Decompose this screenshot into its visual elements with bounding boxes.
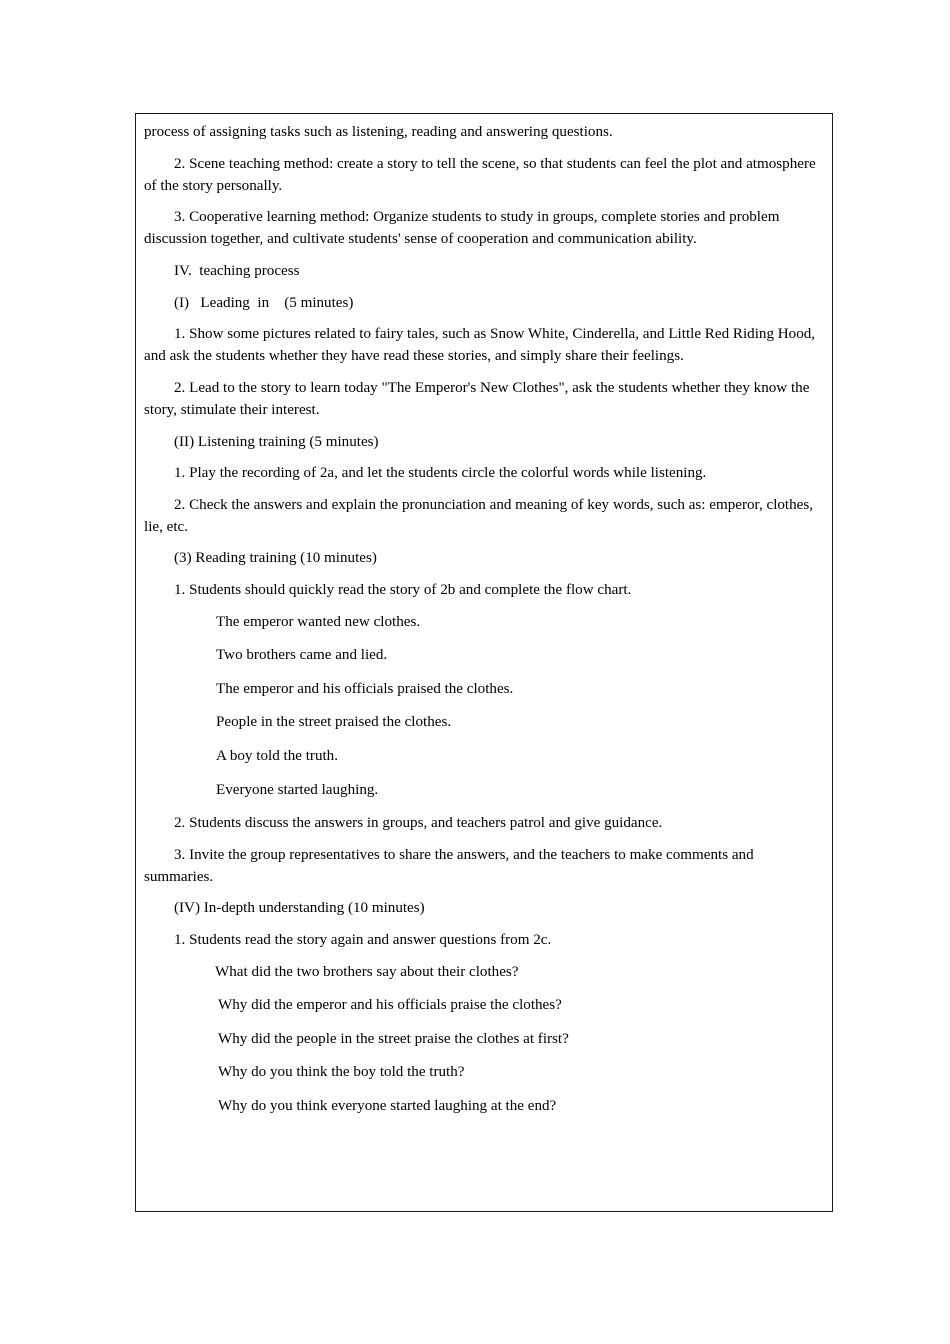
paragraph-leading-in-step-1: 1. Show some pictures related to fairy tales, such as Snow White, Cinderella, and Little Red Riding Hood, and ask the students whether they have read these stories, and simply share their feelings. — [144, 326, 819, 365]
content-frame — [135, 113, 833, 1212]
flow-chart-item: People in the street praised the clothes. — [216, 714, 452, 731]
flow-chart-item: Two brothers came and lied. — [216, 647, 388, 664]
comprehension-question: Why did the emperor and his officials praise the clothes? — [218, 997, 562, 1014]
flow-chart-item: Everyone started laughing. — [216, 781, 379, 798]
paragraph-reading-step-3: 3. Invite the group representatives to share the answers, and the teachers to make comments and summaries. — [144, 846, 758, 885]
heading-subsection-3-reading-training: (3) Reading training (10 minutes) — [174, 550, 377, 567]
paragraph-continuation-teaching-methods: process of assigning tasks such as listening, reading and answering questions. — [144, 124, 613, 140]
heading-subsection-iv-in-depth-understanding: (IV) In-depth understanding (10 minutes) — [174, 900, 425, 917]
paragraph-leading-in-step-2: 2. Lead to the story to learn today "The Emperor's New Clothes", ask the students whether they know the story, stimulate their interest. — [144, 379, 814, 418]
paragraph-method-2-scene-teaching: 2. Scene teaching method: create a story to tell the scene, so that students can feel the plot and atmosphere of the story personally. — [144, 155, 820, 194]
heading-subsection-i-leading-in: (I) Leading in (5 minutes) — [174, 294, 354, 311]
paragraph-listening-step-1: 1. Play the recording of 2a, and let the students circle the colorful words while listening. — [174, 465, 707, 482]
comprehension-question: Why did the people in the street praise the clothes at first? — [218, 1030, 569, 1047]
heading-subsection-ii-listening-training: (II) Listening training (5 minutes) — [174, 433, 379, 450]
comprehension-question: What did the two brothers say about their clothes? — [215, 963, 519, 980]
flow-chart-item: The emperor wanted new clothes. — [216, 613, 421, 630]
paragraph-reading-step-2: 2. Students discuss the answers in groups, and teachers patrol and give guidance. — [174, 815, 663, 832]
comprehension-question: Why do you think the boy told the truth? — [218, 1064, 465, 1081]
paragraph-reading-step-1: 1. Students should quickly read the story of 2b and complete the flow chart. — [174, 582, 632, 598]
paragraph-listening-step-2: 2. Check the answers and explain the pronunciation and meaning of key words, such as: emperor, clothes, lie, etc. — [144, 496, 817, 535]
paragraph-method-3-cooperative-learning: 3. Cooperative learning method: Organize students to study in groups, complete stories and problem discussion together, and cultivate students' sense of cooperation and communication ability. — [144, 209, 784, 248]
flow-chart-item: A boy told the truth. — [216, 747, 339, 764]
paragraph-in-depth-step-1: 1. Students read the story again and answer questions from 2c. — [174, 932, 552, 949]
flow-chart-item: The emperor and his officials praised the clothes. — [216, 680, 514, 697]
heading-section-iv-teaching-process: IV. teaching process — [174, 262, 300, 279]
document-body — [136, 114, 832, 1117]
comprehension-question: Why do you think everyone started laughing at the end? — [218, 1098, 557, 1114]
